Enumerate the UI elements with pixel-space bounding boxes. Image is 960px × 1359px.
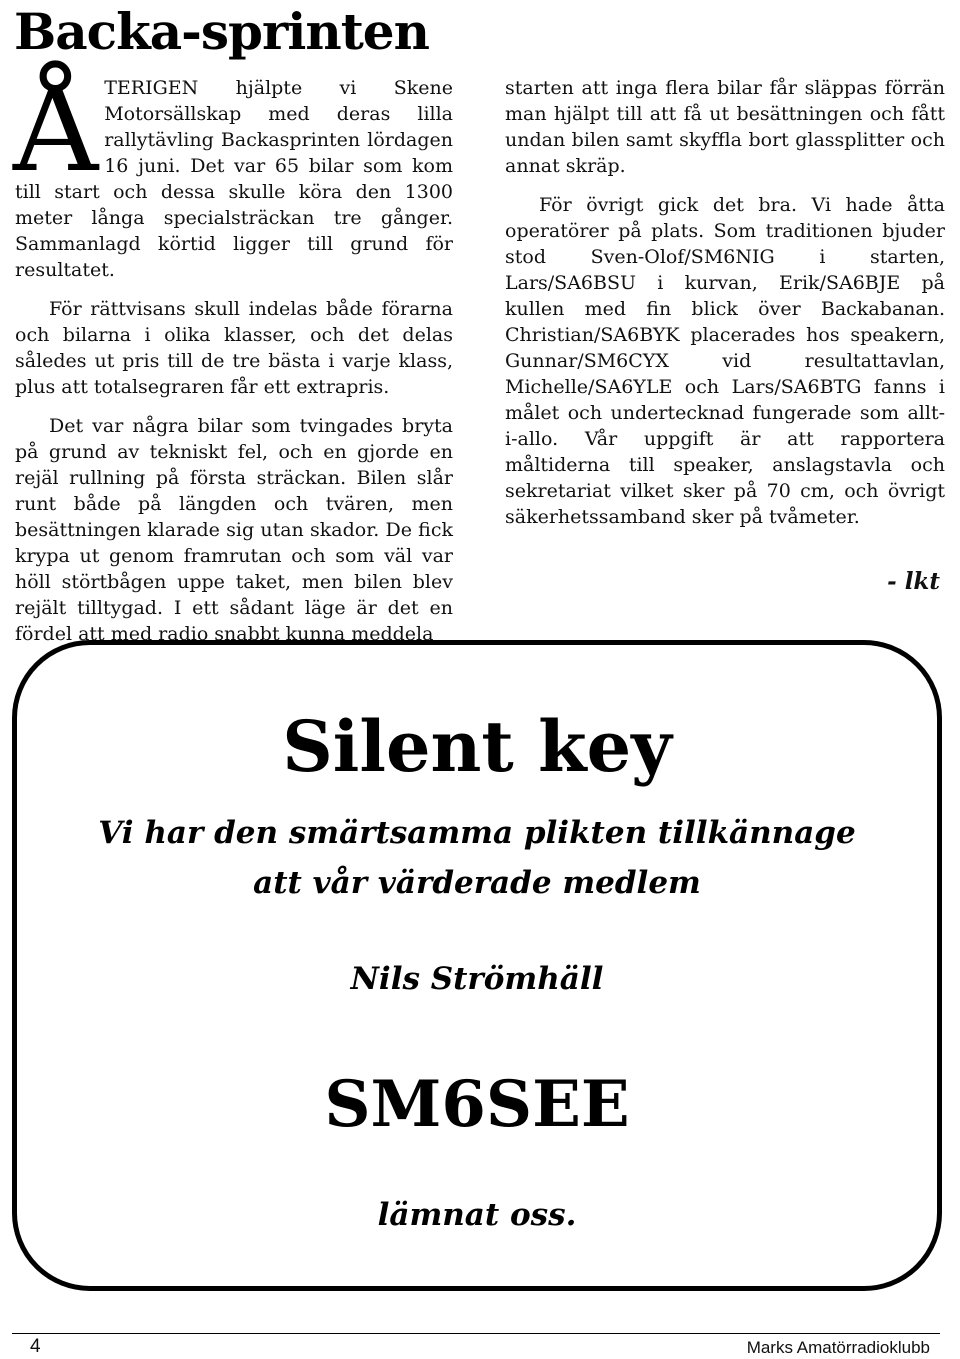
article-paragraph-2: För rättvisans skull indelas både förarna och bilarna i olika klasser, och det delas således ut pris till de tre bästa i varje klass, plus att totalsegraren får ett extrapris. xyxy=(15,298,453,398)
article-title: Backa-sprinten xyxy=(14,2,429,61)
announcement-line-2: att vår värderade medlem xyxy=(253,865,701,901)
paragraph-1-text: TERIGEN hjälpte vi Skene Motorsällskap med deras lilla rallytävling Backasprinten lördagen 16 juni. Det var 65 bilar som kom till start och dessa skulle köra den 1300 meter långa specialsträckan tre gånger. Sammanlagd körtid ligger till grund för resultatet. xyxy=(15,77,453,281)
member-name: Nils Strömhäll xyxy=(350,961,604,997)
announcement-line-1: Vi har den smärtsamma plikten tillkännage xyxy=(98,815,856,851)
article-paragraph-4: starten att inga flera bilar får släppas förrän man hjälpt till att få ut besättningen och fått undan bilen samt skyffla bort glassplitter och annat skräp. xyxy=(505,77,945,177)
footer-rule xyxy=(12,1333,940,1334)
announcement-closing: lämnat oss. xyxy=(377,1197,577,1233)
member-callsign: SM6SEE xyxy=(324,1067,630,1142)
article-column-right xyxy=(505,75,945,543)
article-paragraph-5: För övrigt gick det bra. Vi hade åtta operatörer på plats. Som traditionen bjuder stod Sven-Olof/SM6NIG i starten, Lars/SA6BSU i kurvan, Erik/SA6BJE på kullen med fin blick över Backabanan. Christian/SA6BYK placerades hos speakern, Gunnar/SM6CYX vid resultattavlan, Michelle/SA6YLE och Lars/SA6BTG fanns i målet och undertecknad fungerade som allt-i-allo. Vår uppgift är att rapportera måltiderna till speaker, anslagstavla och sekretariat vilket sker på 70 cm, och övrigt säkerhetssamband sker på tvåmeter. xyxy=(505,194,945,528)
author-signoff: - lkt xyxy=(887,568,940,595)
article-paragraph-3: Det var några bilar som tvingades bryta på grund av tekniskt fel, och en gjorde en rejäl rullning på första sträckan. Bilen slår runt både på längden och tvären, men besättningen klarade sig utan skador. De fick krypa ut genom framrutan och som väl var höll störtbågen uppe taket, men bilen blev rejält tilltygad. I ett sådant läge är det en fördel att med radio snabbt kunna meddela xyxy=(15,415,453,645)
article-column-left xyxy=(13,60,453,660)
silent-key-title: Silent key xyxy=(282,705,672,788)
publication-name: Marks Amatörradioklubb xyxy=(746,1338,930,1357)
article-paragraph-1 xyxy=(13,60,453,283)
drop-cap: Å xyxy=(13,60,99,198)
page-number: 4 xyxy=(30,1336,41,1357)
silent-key-box xyxy=(12,640,942,1291)
